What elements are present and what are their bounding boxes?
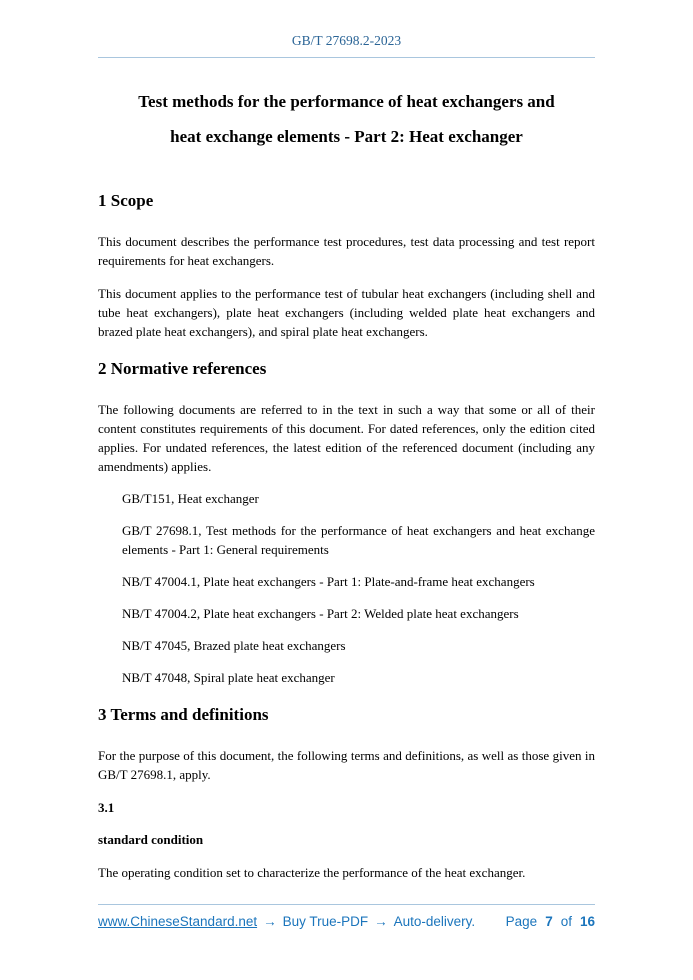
footer-promo — [98, 914, 475, 929]
arrow-right-icon: → — [374, 914, 388, 929]
normative-reference-list — [98, 489, 595, 687]
normative-intro-paragraph: The following documents are referred to in the text in such a way that some or all of their content constitutes requirements of this document. For dated references, only the edition cited applies. For undated references, the latest edition of the referenced document (including any amendments) applies. — [98, 402, 595, 474]
section-heading-normative-references: 2 Normative references — [98, 359, 267, 378]
reference-item: GB/T151, Heat exchanger — [122, 491, 259, 506]
section-heading-scope: 1 Scope — [98, 191, 154, 210]
document-title-line2: heat exchange elements - Part 2: Heat exchanger — [170, 127, 523, 146]
reference-item: GB/T 27698.1, Test methods for the performance of heat exchangers and heat exchange elements - Part 1: General requirements — [122, 523, 595, 557]
footer-row — [98, 914, 595, 929]
document-title — [98, 84, 595, 154]
term-definition: The operating condition set to characterize the performance of the heat exchanger. — [98, 865, 526, 880]
scope-paragraph-1: This document describes the performance test procedures, test data processing and test report requirements for heat exchangers. — [98, 234, 595, 268]
footer-rule — [98, 904, 595, 905]
auto-delivery-label: Auto-delivery. — [393, 914, 476, 929]
page-label: Page — [505, 914, 538, 929]
page-footer — [98, 904, 595, 929]
document-code: GB/T 27698.2-2023 — [291, 33, 402, 48]
header-rule — [98, 57, 595, 58]
document-title-line1: Test methods for the performance of heat exchangers and — [138, 92, 555, 111]
terms-intro-paragraph: For the purpose of this document, the following terms and definitions, as well as those given in GB/T 27698.1, apply. — [98, 748, 595, 782]
term-number: 3.1 — [98, 800, 115, 815]
website-link[interactable]: www.ChineseStandard.net — [98, 914, 258, 929]
page-current-number: 7 — [545, 914, 553, 929]
page-total-number: 16 — [579, 914, 595, 929]
reference-item: NB/T 47048, Spiral plate heat exchanger — [122, 670, 335, 685]
section-heading-terms-definitions: 3 Terms and definitions — [98, 705, 269, 724]
reference-item: NB/T 47045, Brazed plate heat exchangers — [122, 638, 346, 653]
term-name: standard condition — [98, 832, 204, 847]
of-label: of — [560, 914, 572, 929]
buy-true-pdf-label: Buy True-PDF — [282, 914, 369, 929]
page-indicator — [506, 914, 595, 929]
scope-paragraph-2: This document applies to the performance test of tubular heat exchangers (including shell and tube heat exchangers), plate heat exchangers (including welded plate heat exchangers and brazed plate heat exchangers), and spiral plate heat exchangers. — [98, 286, 595, 339]
reference-item: NB/T 47004.2, Plate heat exchangers - Part 2: Welded plate heat exchangers — [122, 606, 519, 621]
reference-item: NB/T 47004.1, Plate heat exchangers - Part 1: Plate-and-frame heat exchangers — [122, 574, 535, 589]
arrow-right-icon: → — [263, 914, 277, 929]
